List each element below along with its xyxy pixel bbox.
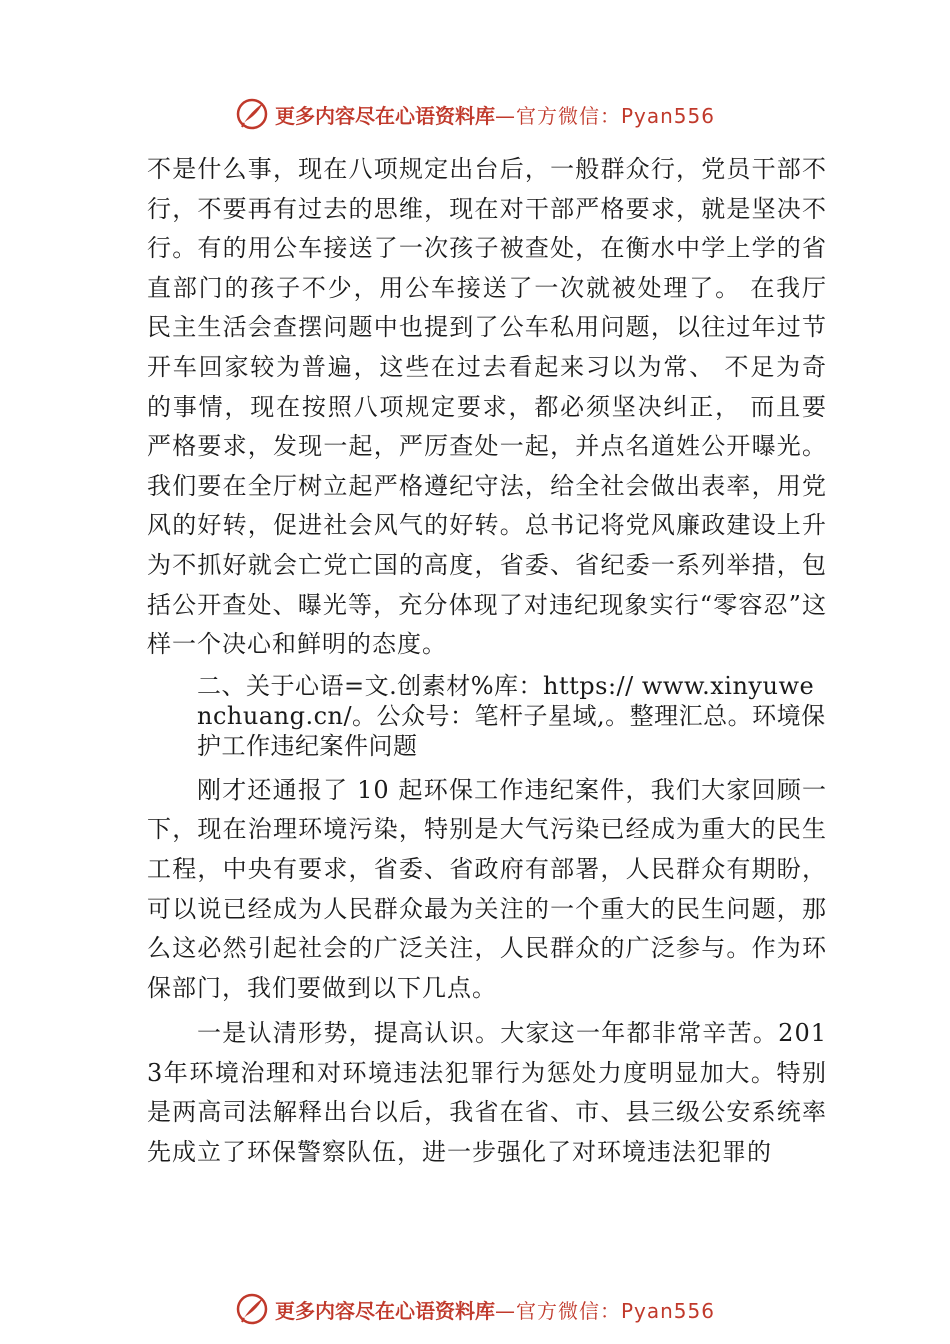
paragraph-environmental-cases: 刚才还通报了 10 起环保工作违纪案件，我们大家回顾一下，现在治理环境污染，特别是大气污染已经成为重大的民生工程，中央有要求，省委、省政府有部署，人民群众有期盼，可以说已经成为人民群众最为关注的一个重大的民生问题，那么这必然引起社会的广泛关注，人民群众的广泛参与。作为环保部门，我们要做到以下几点。 xyxy=(147,775,827,1002)
quill-logo-icon xyxy=(235,1292,269,1326)
paragraph-recognize-situation: 一是认清形势，提高认识。大家这一年都非常辛苦。2013年环境治理和对环境违法犯罪行为惩处力度明显加大。特别是两高司法解释出台以后，我省在省、市、县三级公安系统率先成立了环保警察队伍，进一步强化了对环境违法犯罪的 xyxy=(147,1019,827,1167)
header-watermark-banner xyxy=(0,94,950,134)
footer-watermark-banner xyxy=(0,1289,950,1329)
section-heading-environmental-cases: 二、关于心语=文.创素材%库：https:// www.xinyuwenchuang.cn/。公众号：笔杆子星域,。整理汇总。环境保护工作违纪案件问题 xyxy=(197,671,826,760)
paragraph-party-discipline: 不是什么事，现在八项规定出台后，一般群众行，党员干部不行，不要再有过去的思维，现在对干部严格要求，就是坚决不行。有的用公车接送了一次孩子被查处，在衡水中学上学的省直部门的孩子不少，用公车接送了一次就被处理了。 在我厅民主生活会查摆问题中也提到了公车私用问题，以往过年过节开车回家较为普遍，这些在过去看起来习以为常、 不足为奇的事情，现在按照八项规定要求，都必须坚决纠正， 而且要严格要求，发现一起，严厉查处一起，并点名道姓公开曝光。我们要在全厅树立起严格遵纪守法，给全社会做出表率，用党风的好转，促进社会风气的好转。总书记将党风廉政建设上升为不抓好就会亡党亡国的高度，省委、省纪委一系列举措，包括公开查处、曝光等，充分体现了对违纪现象实行“零容忍”这样一个决心和鲜明的态度。 xyxy=(147,155,827,659)
quill-logo-icon xyxy=(235,97,269,131)
banner-wechat-text: —官方微信：Pyan556 xyxy=(494,1298,715,1323)
banner-brand-text: 更多内容尽在心语资料库 xyxy=(274,1298,495,1323)
document-body xyxy=(147,150,827,1173)
banner-wechat-text: —官方微信：Pyan556 xyxy=(494,103,715,128)
banner-brand-text: 更多内容尽在心语资料库 xyxy=(274,103,495,128)
